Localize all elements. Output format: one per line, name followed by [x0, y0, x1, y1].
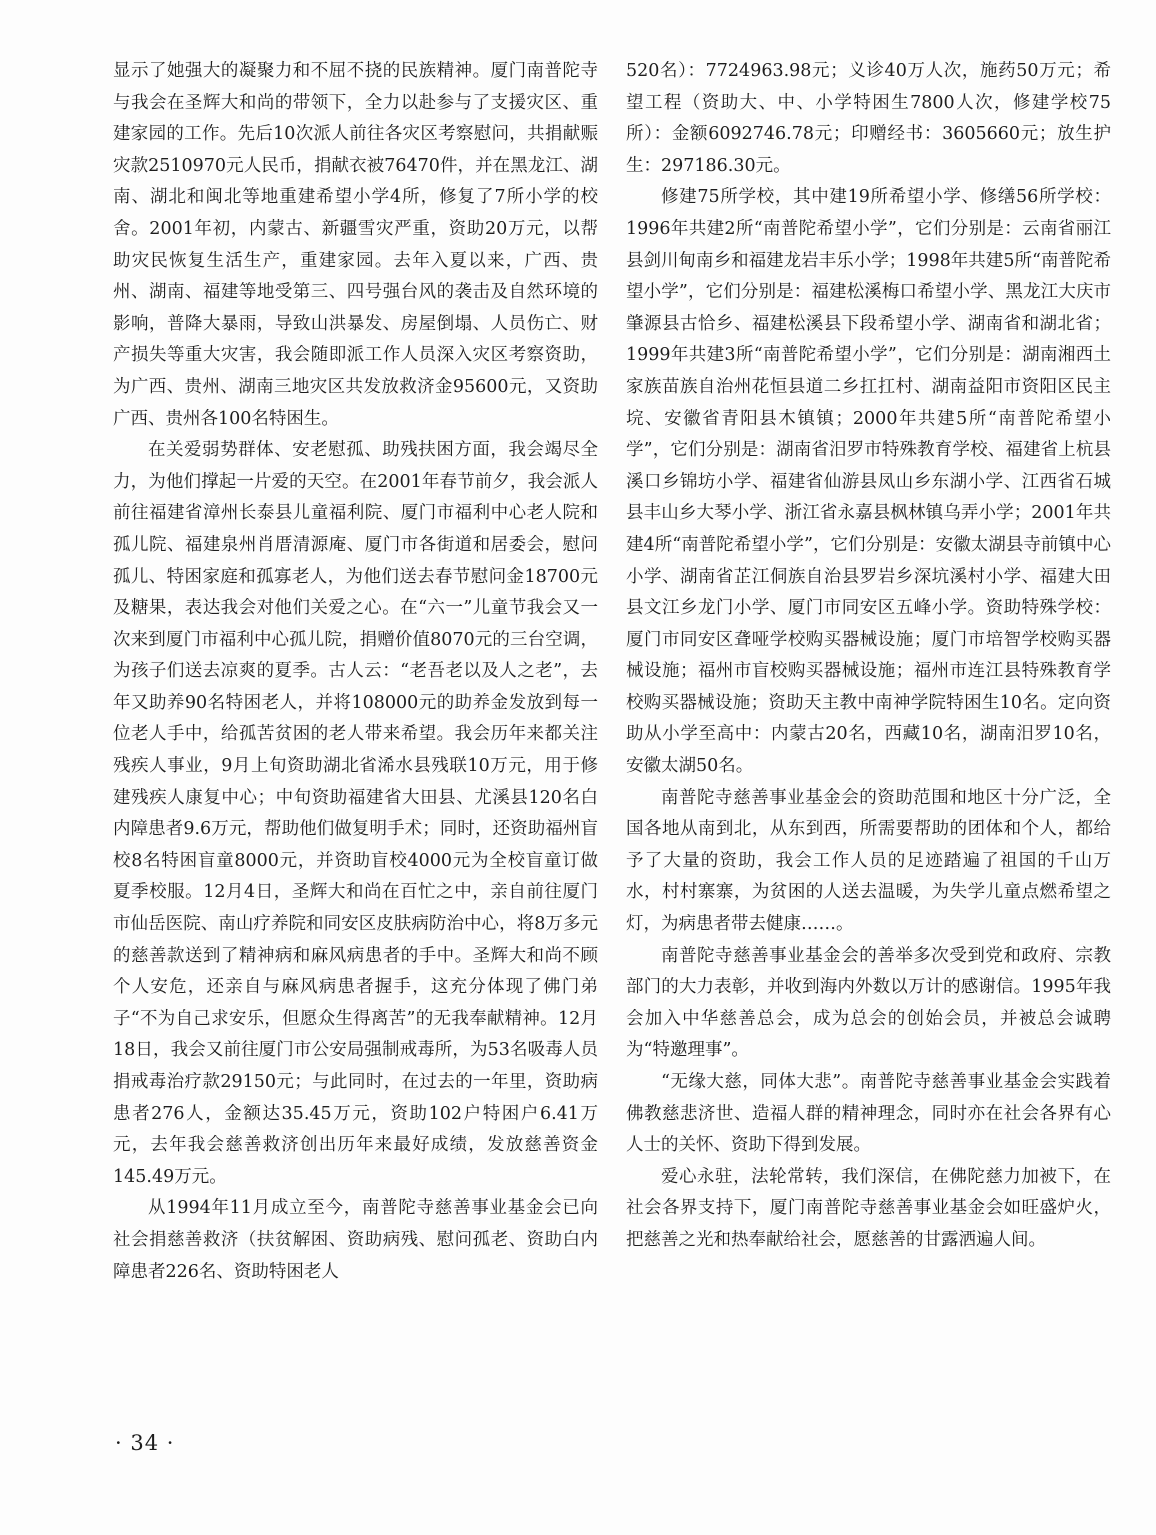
- left-column: [113, 56, 598, 1288]
- paragraph: 南普陀寺慈善事业基金会的资助范围和地区十分广泛，全国各地从南到北，从东到西，所需要帮助的团体和个人，都给予了大量的资助，我会工作人员的足迹踏遍了祖国的千山万水，村村寨寨，为贫困的人送去温暖，为失学儿童点燃希望之灯，为病患者带去健康……。: [626, 787, 1111, 935]
- paragraph: 南普陀寺慈善事业基金会的善举多次受到党和政府、宗教部门的大力表彰，并收到海内外数以万计的感谢信。1995年我会加入中华慈善总会，成为总会的创始会员，并被总会诚聘为“特邀理事”。: [626, 945, 1111, 1061]
- page-number: · 34 ·: [115, 1431, 175, 1455]
- paragraph: 520名）：7724963.98元；义诊40万人次，施药50万元；希望工程（资助大、中、小学特困生7800人次，修建学校75所）：金额6092746.78元；印赠经书：3605660元；放生护生：297186.30元。: [626, 61, 1111, 176]
- right-column: [626, 56, 1111, 1257]
- paragraph: 从1994年11月成立至今，南普陀寺慈善事业基金会已向社会捐慈善救济（扶贫解困、资助病残、慰问孤老、资助白内障患者226名、资助特困老人: [113, 1198, 598, 1282]
- paragraph: 显示了她强大的凝聚力和不屈不挠的民族精神。厦门南普陀寺与我会在圣辉大和尚的带领下，全力以赴参与了支援灾区、重建家园的工作。先后10次派人前往各灾区考察慰问，共捐献赈灾款2510970元人民币，捐献衣被76470件，并在黑龙江、湖南、湖北和闽北等地重建希望小学4所，修复了7所小学的校舍。2001年初，内蒙古、新疆雪灾严重，资助20万元，以帮助灾民恢复生活生产，重建家园。去年入夏以来，广西、贵州、湖南、福建等地受第三、四号强台风的袭击及自然环境的影响，普降大暴雨，导致山洪暴发、房屋倒塌、人员伤亡、财产损失等重大灾害，我会随即派工作人员深入灾区考察资助，为广西、贵州、湖南三地灾区共发放救济金95600元，又资助广西、贵州各100名特困生。: [113, 61, 598, 429]
- paragraph: 在关爱弱势群体、安老慰孤、助残扶困方面，我会竭尽全力，为他们撑起一片爱的天空。在2001年春节前夕，我会派人前往福建省漳州长泰县儿童福利院、厦门市福利中心老人院和孤儿院、福建泉州肖厝清源庵、厦门市各街道和居委会，慰问孤儿、特困家庭和孤寡老人，为他们送去春节慰问金18700元及糖果，表达我会对他们关爱之心。在“六一”儿童节我会又一次来到厦门市福利中心孤儿院，捐赠价值8070元的三台空调，为孩子们送去凉爽的夏季。古人云：“老吾老以及人之老”，去年又助养90名特困老人，并将108000元的助养金发放到每一位老人手中，给孤苦贫困的老人带来希望。我会历年来都关注残疾人事业，9月上旬资助湖北省浠水县残联10万元，用于修建残疾人康复中心；中旬资助福建省大田县、尤溪县120名白内障患者9.6万元，帮助他们做复明手术；同时，还资助福州盲校8名特困盲童8000元，并资助盲校4000元为全校盲童订做夏季校服。12月4日，圣辉大和尚在百忙之中，亲自前往厦门市仙岳医院、南山疗养院和同安区皮肤病防治中心，将8万多元的慈善款送到了精神病和麻风病患者的手中。圣辉大和尚不顾个人安危，还亲自与麻风病患者握手，这充分体现了佛门弟子“不为自己求安乐，但愿众生得离苦”的无我奉献精神。12月18日，我会又前往厦门市公安局强制戒毒所，为53名吸毒人员捐戒毒治疗款29150元；与此同时，在过去的一年里，资助病患者276人，金额达35.45万元，资助102户特困户6.41万元，去年我会慈善救济创出历年来最好成绩，发放慈善资金145.49万元。: [113, 440, 598, 1187]
- paragraph: “无缘大慈，同体大悲”。南普陀寺慈善事业基金会实践着佛教慈悲济世、造福人群的精神理念，同时亦在社会各界有心人士的关怀、资助下得到发展。: [626, 1072, 1111, 1156]
- paragraph: 修建75所学校，其中建19所希望小学、修缮56所学校：1996年共建2所“南普陀希望小学”，它们分别是：云南省丽江县剑川甸南乡和福建龙岩丰乐小学；1998年共建5所“南普陀希望小学”，它们分别是：福建松溪梅口希望小学、黑龙江大庆市肇源县古恰乡、福建松溪县下段希望小学、湖南省和湖北省；1999年共建3所“南普陀希望小学”，它们分别是：湖南湘西土家族苗族自治州花恒县道二乡扛扛村、湖南益阳市资阳区民主垸、安徽省青阳县木镇镇；2000年共建5所“南普陀希望小学”，它们分别是：湖南省汨罗市特殊教育学校、福建省上杭县溪口乡锦坊小学、福建省仙游县凤山乡东湖小学、江西省石城县丰山乡大琴小学、浙江省永嘉县枫林镇乌弄小学；2001年共建4所“南普陀希望小学”，它们分别是：安徽太湖县寺前镇中心小学、湖南省芷江侗族自治县罗岩乡深坑溪村小学、福建大田县文江乡龙门小学、厦门市同安区五峰小学。资助特殊学校：厦门市同安区聋哑学校购买器械设施；厦门市培智学校购买器械设施；福州市盲校购买器械设施；福州市连江县特殊教育学校购买器械设施；资助天主教中南神学院特困生10名。定向资助从小学至高中：内蒙古20名，西藏10名，湖南汨罗10名，安徽太湖50名。: [626, 187, 1111, 777]
- paragraph: 爱心永驻，法轮常转，我们深信，在佛陀慈力加被下，在社会各界支持下，厦门南普陀寺慈善事业基金会如旺盛炉火，把慈善之光和热奉献给社会，愿慈善的甘露洒遍人间。: [626, 1166, 1111, 1250]
